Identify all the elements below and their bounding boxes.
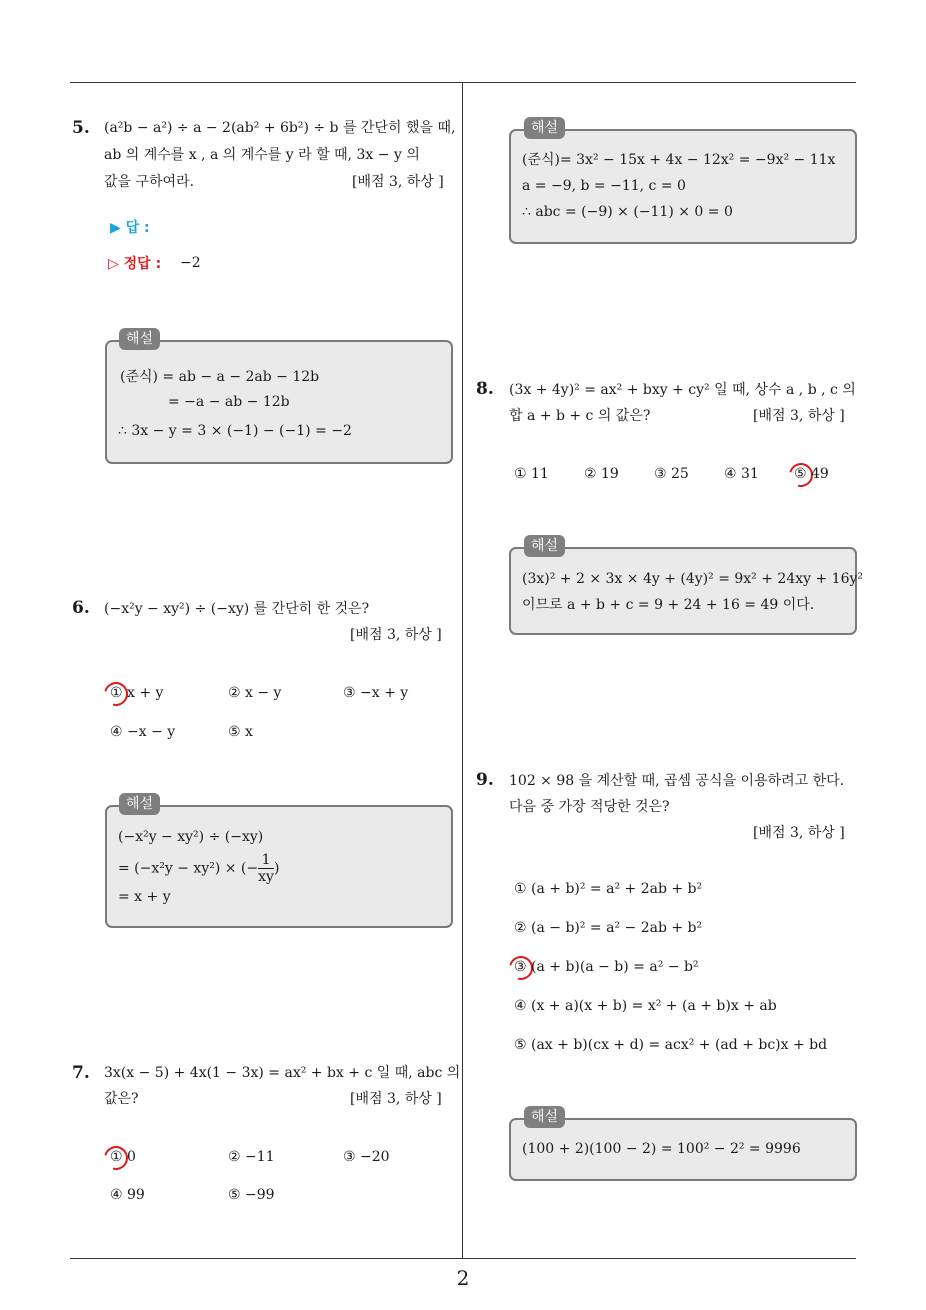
bottom-rule (70, 1258, 856, 1259)
choice-3[interactable]: ③ 25 (654, 466, 689, 482)
top-rule (70, 82, 856, 83)
fraction-denominator: xy (258, 869, 274, 885)
question-text-line: ab 의 계수를 x , a 의 계수를 y 라 할 때, 3x − y 의 (104, 147, 420, 163)
question-text-line: (a²b − a²) ÷ a − 2(ab² + 6b²) ÷ b 를 간단히 했을 때, (104, 120, 456, 136)
question-number: 5. (72, 118, 90, 138)
solution-line: = x + y (118, 889, 171, 905)
solution-tag: 해설 (524, 535, 565, 557)
choice-5[interactable]: ⑤ (ax + b)(cx + d) = acx² + (ad + bc)x + bd (514, 1037, 828, 1053)
question-text-line: 102 × 98 을 계산할 때, 곱셈 공식을 이용하려고 한다. (509, 773, 845, 789)
fraction (258, 852, 274, 885)
question-number: 8. (476, 379, 494, 399)
choice-5[interactable]: ⑤ 49 (794, 466, 829, 482)
question-text-line: 다음 중 가장 적당한 것은? (509, 799, 670, 815)
correct-answer-label: ▷ 정답 : (108, 256, 162, 272)
solution-line: (−x²y − xy²) ÷ (−xy) (118, 829, 264, 845)
fraction-numerator: 1 (261, 852, 271, 868)
solution-line: ∴ 3x − y = 3 × (−1) − (−1) = −2 (118, 423, 352, 439)
choice-3[interactable]: ③ (a + b)(a − b) = a² − b² (514, 959, 699, 975)
page-number: 2 (456, 1266, 470, 1290)
score-label: [배점 3, 하상 ] (753, 408, 845, 424)
solution-line: (준식)= 3x² − 15x + 4x − 12x² = −9x² − 11x (522, 152, 836, 168)
correct-answer-value: −2 (180, 255, 201, 271)
choice-1[interactable]: ① 11 (514, 466, 549, 482)
solution-tag: 해설 (524, 117, 565, 139)
solution-box (509, 547, 857, 635)
choice-1[interactable]: ① (a + b)² = a² + 2ab + b² (514, 881, 703, 897)
choice-2[interactable]: ② −11 (228, 1149, 275, 1165)
choice-5[interactable]: ⑤ x (228, 724, 253, 740)
choice-2[interactable]: ② 19 (584, 466, 619, 482)
choice-3[interactable]: ③ −x + y (343, 685, 409, 701)
score-label: [배점 3, 하상 ] (352, 174, 444, 190)
question-text-line: 값을 구하여라. (104, 174, 195, 190)
solution-line: (준식) = ab − a − 2ab − 12b (120, 369, 320, 385)
choice-4[interactable]: ④ (x + a)(x + b) = x² + (a + b)x + ab (514, 998, 777, 1014)
solution-tag: 해설 (119, 793, 160, 815)
choice-2[interactable]: ② x − y (228, 685, 282, 701)
question-text-line: 값은? (104, 1091, 139, 1107)
solution-line: = −a − ab − 12b (168, 394, 290, 410)
solution-line: (3x)² + 2 × 3x × 4y + (4y)² = 9x² + 24xy + 16y² (522, 571, 864, 587)
score-label: [배점 3, 하상 ] (350, 1091, 442, 1107)
question-text-line: (3x + 4y)² = ax² + bxy + cy² 일 때, 상수 a , b , c 의 (509, 382, 856, 398)
solution-line-fraction (118, 852, 279, 885)
question-number: 6. (72, 598, 90, 618)
question-number: 9. (476, 770, 494, 790)
choice-4[interactable]: ④ −x − y (110, 724, 176, 740)
solution-tag: 해설 (119, 328, 160, 350)
question-number: 7. (72, 1063, 90, 1083)
choice-4[interactable]: ④ 31 (724, 466, 759, 482)
choice-3[interactable]: ③ −20 (343, 1149, 390, 1165)
solution-line: 이므로 a + b + c = 9 + 24 + 16 = 49 이다. (522, 597, 815, 613)
choice-1[interactable]: ① x + y (110, 685, 164, 701)
score-label: [배점 3, 하상 ] (753, 825, 845, 841)
column-divider (462, 83, 463, 1258)
answer-label: ▶ 답 : (110, 220, 150, 236)
solution-line: ∴ abc = (−9) × (−11) × 0 = 0 (522, 204, 733, 220)
question-text-line: 3x(x − 5) + 4x(1 − 3x) = ax² + bx + c 일 때, abc 의 (104, 1065, 461, 1081)
choice-5[interactable]: ⑤ −99 (228, 1187, 275, 1203)
question-text-line: (−x²y − xy²) ÷ (−xy) 를 간단히 한 것은? (104, 601, 370, 617)
solution-line: a = −9, b = −11, c = 0 (522, 178, 686, 194)
choice-1[interactable]: ① 0 (110, 1149, 136, 1165)
choice-4[interactable]: ④ 99 (110, 1187, 145, 1203)
question-text-line: 합 a + b + c 의 값은? (509, 408, 651, 424)
solution-line: (100 + 2)(100 − 2) = 100² − 2² = 9996 (522, 1141, 801, 1157)
solution-text: = (−x²y − xy²) × (− (118, 860, 259, 877)
choice-2[interactable]: ② (a − b)² = a² − 2ab + b² (514, 920, 703, 936)
solution-tag: 해설 (524, 1106, 565, 1128)
solution-text: ) (273, 860, 280, 877)
score-label: [배점 3, 하상 ] (350, 627, 442, 643)
